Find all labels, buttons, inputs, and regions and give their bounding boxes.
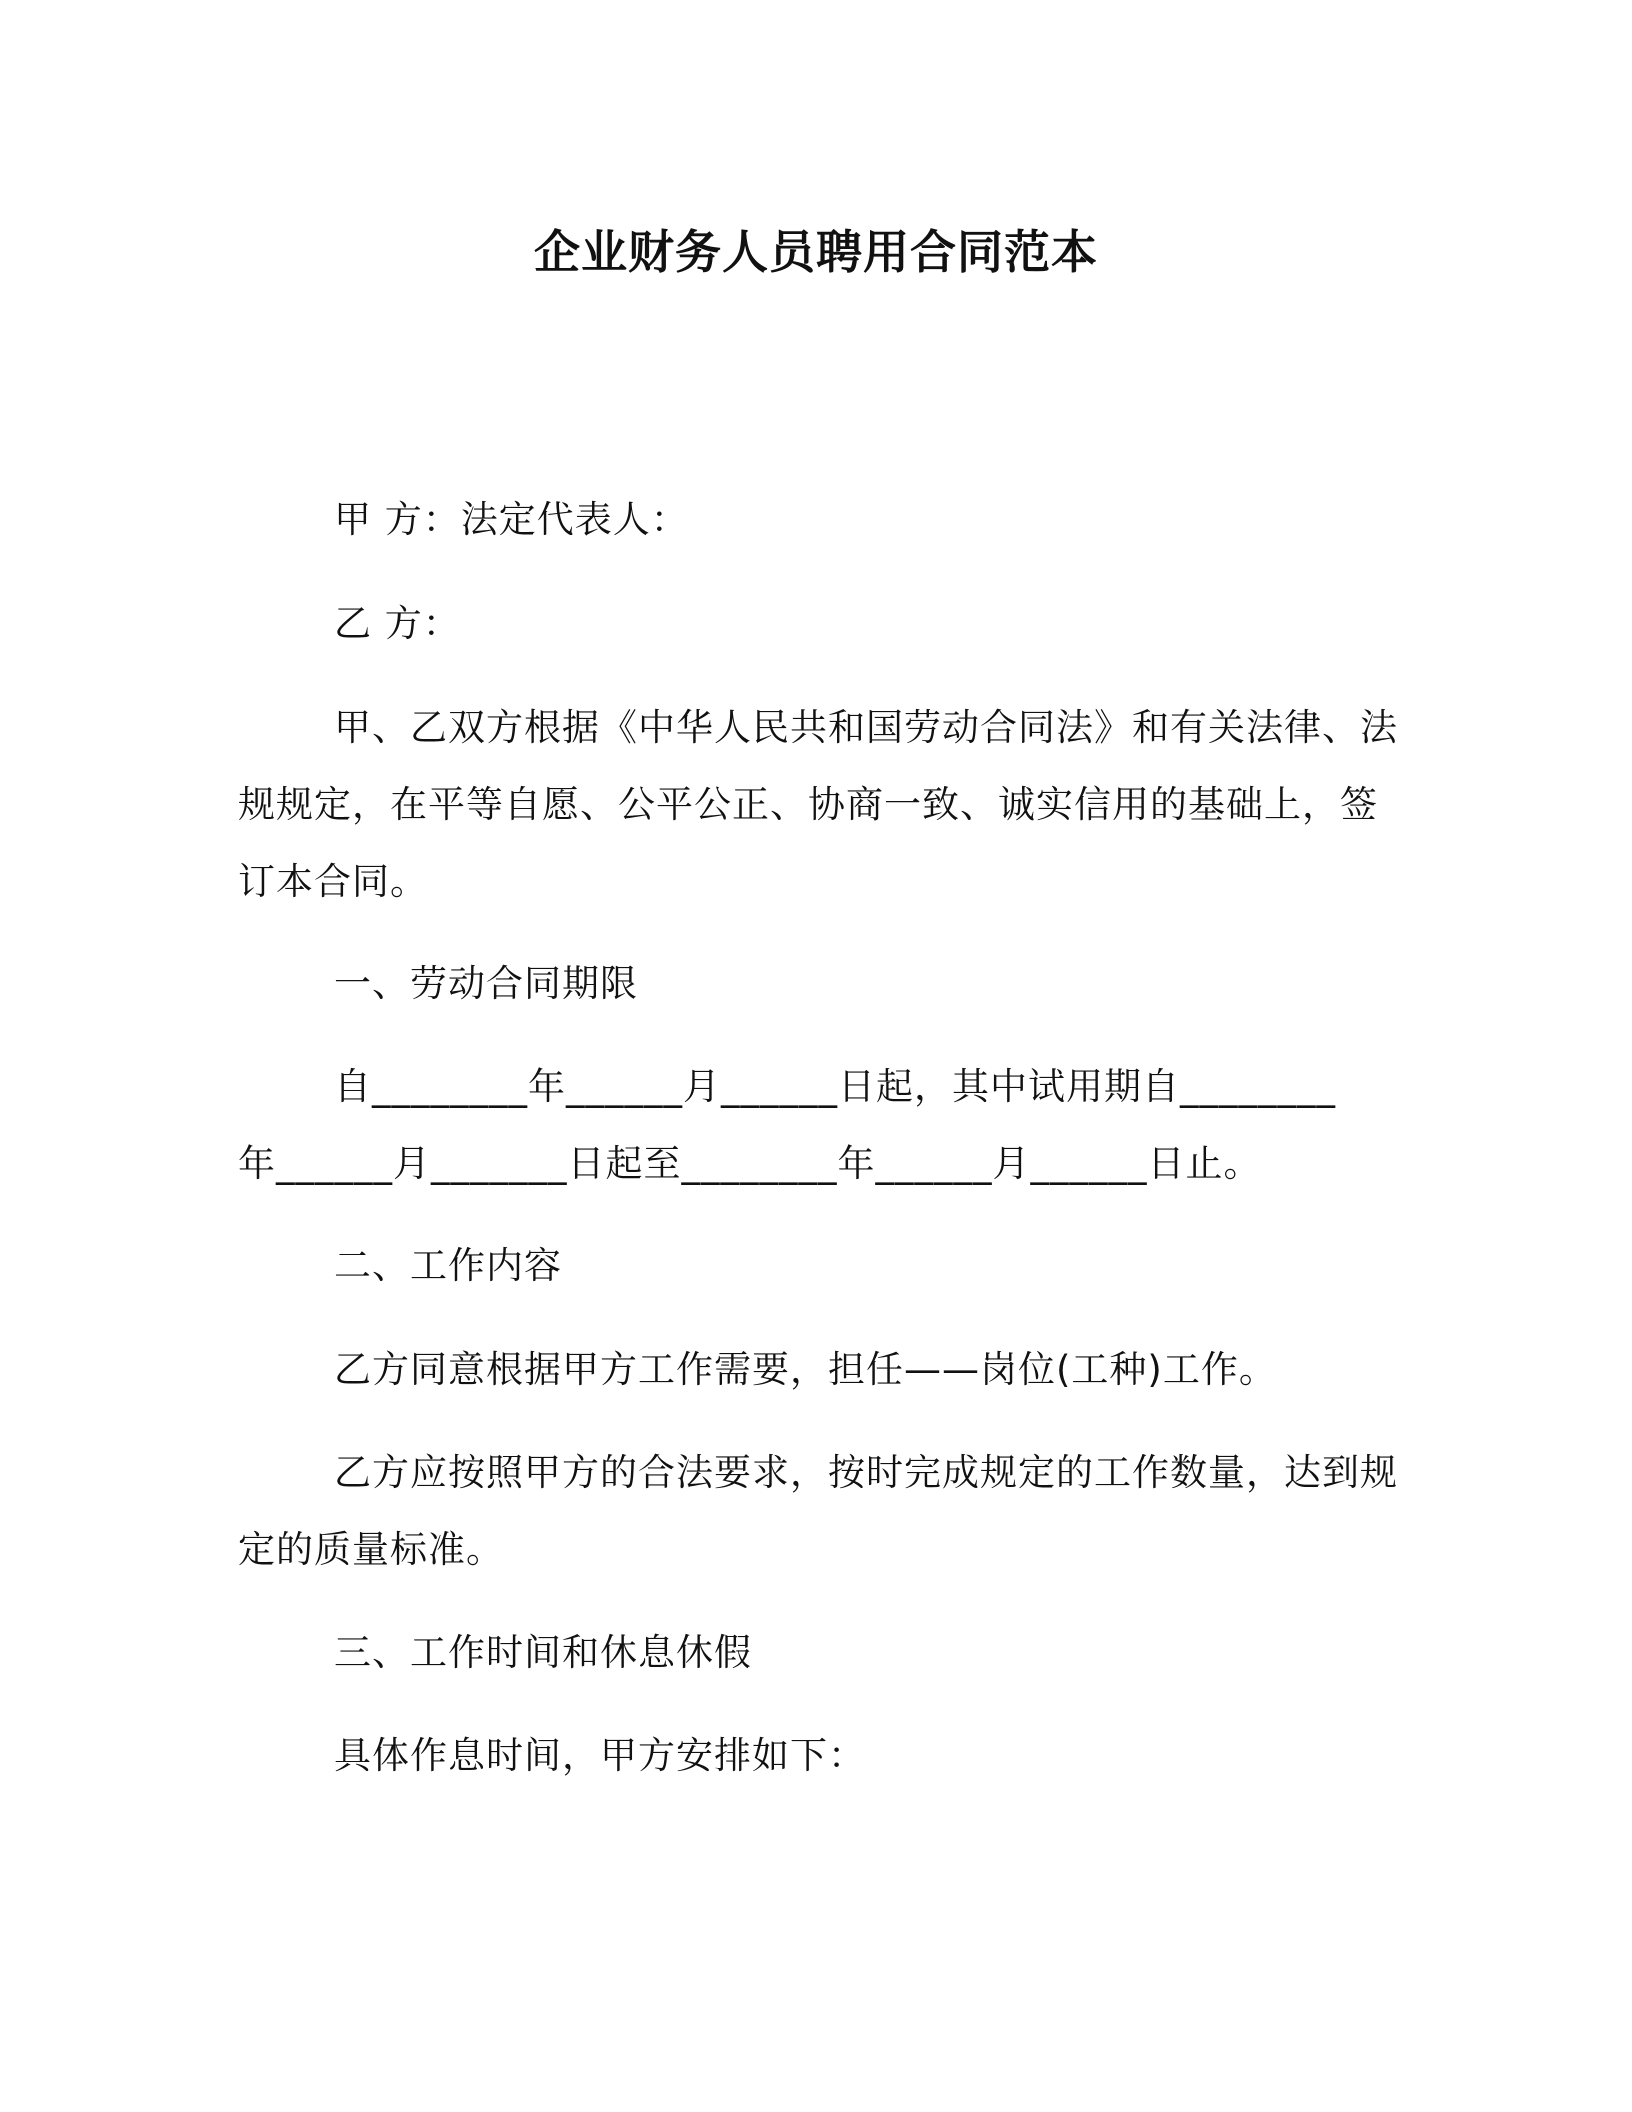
preamble-line-1: 甲、乙双方根据《中华人民共和国劳动合同法》和有关法律、法 <box>334 706 1398 749</box>
work-content-line-2: 乙方应按照甲方的合法要求，按时完成规定的工作数量，达到规 <box>334 1451 1398 1494</box>
contract-term-line-2: 年______月_______日起至________年______月______日止。 <box>238 1142 1262 1185</box>
preamble-line-2: 规规定，在平等自愿、公平公正、协商一致、诚实信用的基础上，签 <box>238 783 1378 826</box>
contract-term-line-1: 自________年______月______日起，其中试用期自________ <box>334 1065 1336 1108</box>
work-content-line-1: 乙方同意根据甲方工作需要，担任——岗位(工种)工作。 <box>334 1348 1277 1391</box>
schedule-line-1: 具体作息时间，甲方安排如下： <box>334 1734 866 1777</box>
party-b-line: 乙 方： <box>334 602 461 645</box>
party-a-line: 甲 方：法定代表人： <box>334 498 689 541</box>
section-heading-1: 一、劳动合同期限 <box>334 962 638 1005</box>
preamble-line-3: 订本合同。 <box>238 860 428 903</box>
document-title: 企业财务人员聘用合同范本 <box>534 225 1098 279</box>
work-content-line-3: 定的质量标准。 <box>238 1528 504 1571</box>
section-heading-2: 二、工作内容 <box>334 1244 562 1287</box>
section-heading-3: 三、工作时间和休息休假 <box>334 1631 752 1674</box>
